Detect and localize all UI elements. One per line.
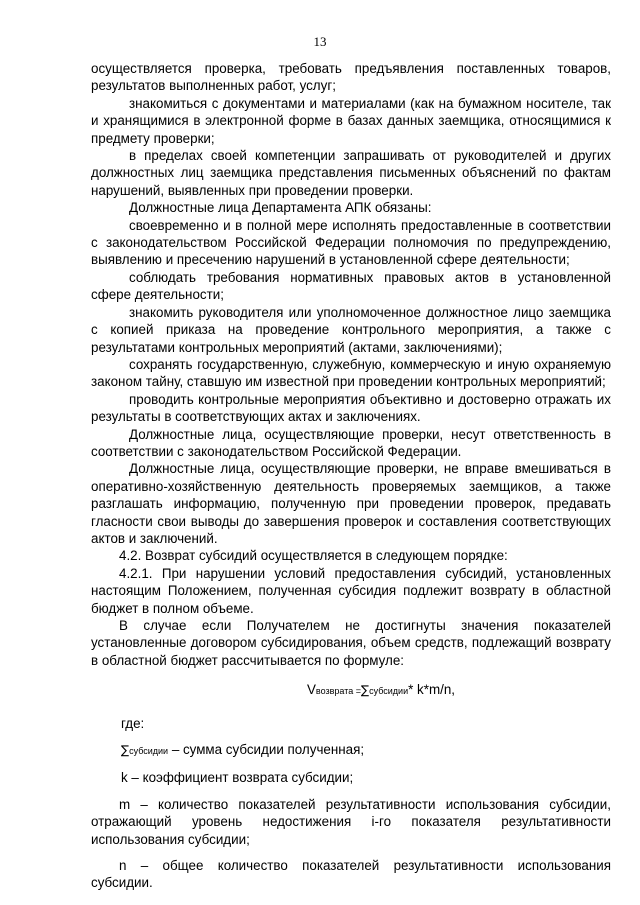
paragraph: своевременно и в полной мере исполнять предоставленные в соответствии с законодательством Российской Федерации полномочия по предупреждению, выявлению и пресечению нарушений в установленной сфере деятельности; <box>91 217 611 268</box>
section-heading: 4.2. Возврат субсидий осуществляется в следующем порядке: <box>119 548 508 564</box>
paragraph: знакомить руководителя или уполномоченное должностное лицо заемщика с копией приказа на проведение контрольного мероприятия, а также с результатами контрольных мероприятий (актами, заключениями); <box>91 304 611 355</box>
formula-v: V <box>306 682 316 698</box>
page-number: 13 <box>313 34 327 49</box>
formula-tail: * k*m/n, <box>408 682 456 698</box>
legend-where: где: <box>121 715 145 731</box>
paragraph: Должностные лица, осуществляющие проверки, несут ответственность в соответствии с законодательством Российской Федерации. <box>91 426 611 459</box>
paragraph: знакомиться с документами и материалами (как на бумажном носителе, так и хранящимися в электронной форме в базах данных заемщика, относящимися к предмету проверки; <box>91 95 611 146</box>
paragraph: сохранять государственную, служебную, коммерческую и иную охраняемую законом тайну, ставшую им известной при проведении контрольных мероприятий; <box>91 356 611 390</box>
paragraph: Должностные лица Департамента АПК обязаны: <box>129 200 432 216</box>
legend-sigma <box>91 741 611 760</box>
paragraph: Должностные лица, осуществляющие проверки, не вправе вмешиваться в оперативно-хозяйственную деятельность проверяемых заемщиков, а также разглашать информацию, полученную при проведении проверок, предавать гласности свои выводы до завершения проверок и составления соответствующих актов и заключений. <box>91 461 611 546</box>
paragraph: соблюдать требования нормативных правовых актов в установленной сфере деятельности; <box>91 269 611 303</box>
document-body <box>91 60 611 892</box>
sigma-symbol-icon: ∑ <box>121 743 130 758</box>
legend-n: n – общее количество показателей результативности использования субсидии. <box>91 858 611 891</box>
formula-sigma-subscript: субсидии <box>369 686 409 697</box>
legend-sigma-text: – сумма субсидии полученная; <box>168 742 365 758</box>
formula <box>151 681 611 700</box>
legend-m: m – количество показателей результативности использования субсидии, отражающий уровень недостижения i-го показателя результативности использования субсидии; <box>91 796 611 847</box>
legend-sigma-subscript: субсидии <box>129 746 169 757</box>
paragraph: В случае если Получателем не достигнуты значения показателей установленные договором субсидирования, объем средств, подлежащий возврату в областной бюджет рассчитывается по формуле: <box>91 618 611 668</box>
paragraph: 4.2.1. При нарушении условий предоставления субсидий, установленных настоящим Положением, полученная субсидия подлежит возврату в областной бюджет в полном объеме. <box>91 565 611 616</box>
legend-k: k – коэффициент возврата субсидии; <box>121 770 354 786</box>
paragraph: проводить контрольные мероприятия объективно и достоверно отражать их результаты в соответствующих актах и заключениях. <box>91 391 611 425</box>
paragraph: осуществляется проверка, требовать предъявления поставленных товаров, результатов выполненных работ, услуг; <box>91 61 611 94</box>
sigma-symbol-icon: ∑ <box>361 683 370 698</box>
paragraph: в пределах своей компетенции запрашивать от руководителей и других должностных лиц заемщика представления письменных объяснений по фактам нарушений, выявленных при проведении проверки. <box>91 148 611 198</box>
formula-v-subscript: возврата <box>315 686 354 697</box>
formula-equals: = <box>353 686 362 697</box>
